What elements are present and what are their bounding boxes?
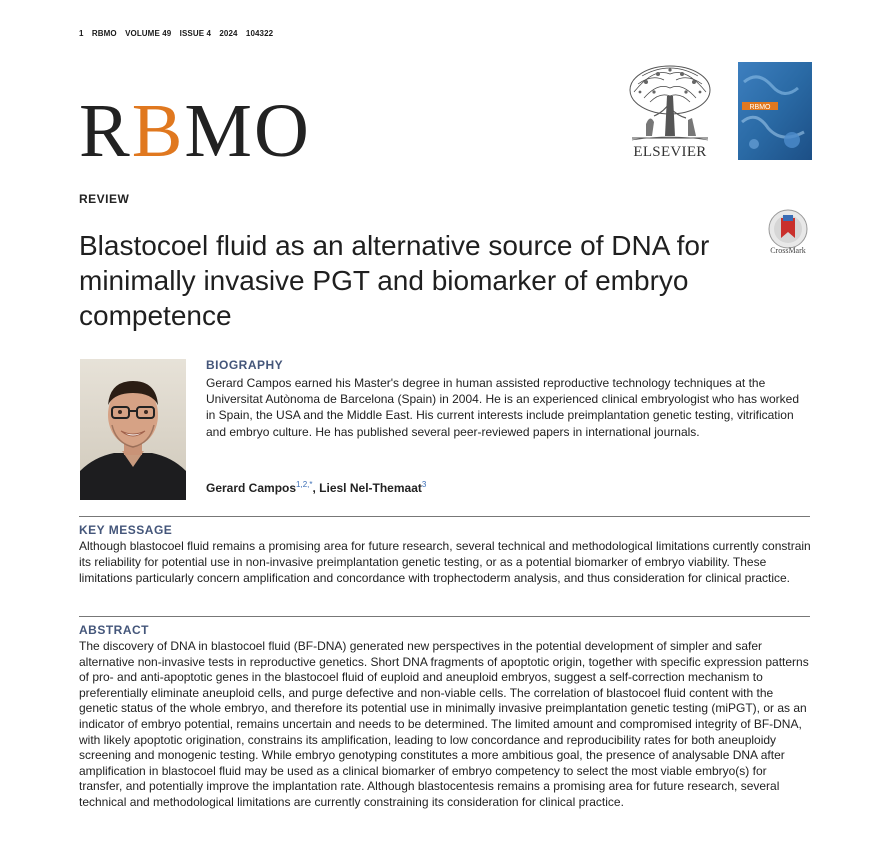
abstract-heading: ABSTRACT — [79, 623, 149, 637]
author-affiliation[interactable]: 1,2, — [296, 480, 310, 489]
author-photo — [80, 359, 186, 500]
section-divider — [79, 516, 810, 517]
publisher-name: ELSEVIER — [633, 144, 707, 160]
key-message-heading: KEY MESSAGE — [79, 523, 173, 537]
elsevier-tree-logo — [624, 62, 716, 144]
article-number: 104322 — [245, 29, 274, 38]
journal-logo — [79, 89, 311, 173]
author-list: Gerard Campos$^{1,2,*}$, Liesl Nel-Themaat$^3$ — [206, 480, 427, 495]
year: 2024 — [219, 29, 238, 38]
section-divider — [79, 616, 810, 617]
crossmark-label: CrossMark — [770, 246, 806, 255]
journal-abbrev: RBMO — [91, 29, 117, 38]
cover-label: RBMO — [749, 104, 771, 111]
journal-logo-part1: R — [79, 89, 132, 173]
key-message-text: Although blastocoel fluid remains a promising area for future research, several technical and methodological limitations currently constrain its reliability for potential use in non-invasive preimplantation genetic testing, or as a potential biomarker of embryo viability. These limitations particularly concern amplification and concordance with trophectoderm analysis, and thus consideration for clinical practice. — [79, 539, 811, 585]
author-name[interactable]: Liesl Nel-Themaat — [319, 481, 422, 495]
page-number: 1 — [79, 29, 84, 38]
biography-heading: BIOGRAPHY — [206, 358, 284, 372]
article-title: Blastocoel fluid as an alternative source of DNA for minimally invasive PGT and biomarker of embryo competence — [79, 230, 710, 331]
volume: VOLUME 49 — [125, 29, 172, 38]
running-head — [79, 29, 279, 38]
author-affiliation[interactable]: 3 — [421, 480, 427, 489]
journal-logo-accent: B — [131, 89, 185, 173]
author-name[interactable]: Gerard Campos — [206, 481, 297, 495]
journal-logo-part2: MO — [184, 89, 311, 173]
biography-text: Gerard Campos earned his Master's degree in human assisted reproductive technology techniques at the Universitat Autònoma de Barcelona (Spain) in 2004. He is an experienced clinical embryologist who has worked in Spain, the USA and the Middle East. His current interests include preimplantation genetic testing, vitrification and embryo culture. He has published several peer-reviewed papers in international journals. — [206, 376, 799, 439]
corresponding-mark[interactable]: * — [309, 480, 313, 489]
article-type: REVIEW — [79, 192, 130, 206]
abstract-text: The discovery of DNA in blastocoel fluid (BF-DNA) generated new perspectives in the potential development of simpler and safer alternative non-invasive tests in reproductive genetics. Short DNA fragments of apoptotic origin, together with specific expression patterns of pro- and anti-apoptotic genes in the blastocoel fluid of euploid and aneuploid embryos, suggest a self-correction mechanism to preferentially eliminate aneuploid cells, and purge defective and non-viable cells. The correlation of blastocoel fluid content with the genetic status of the whole embryo, and therefore its potential use in minimally invasive preimplantation genetic testing (miPGT), or as an indicator of embryo potential, remains uncertain and needs to be determined. The limited amount and compromised integrity of BF-DNA, with likely apoptotic origination, constrains its amplification, leading to low concordance and reproducibility rates for both aneuploidy screening and monogenic testing. While embryo genotyping constitutes a more ambitious goal, the presence of analysable DNA after amplification in blastocoel fluid may be used as a clinical biomarker of embryo competency to select the most viable embryo(s) for transfer, and potentially improve the implantation rate. Although blastocentesis remains a promising area for future research, several technical and methodological limitations are currently constraining its consideration for clinical practice. — [79, 639, 809, 809]
journal-cover-image — [738, 62, 812, 160]
issue: ISSUE 4 — [179, 29, 212, 38]
